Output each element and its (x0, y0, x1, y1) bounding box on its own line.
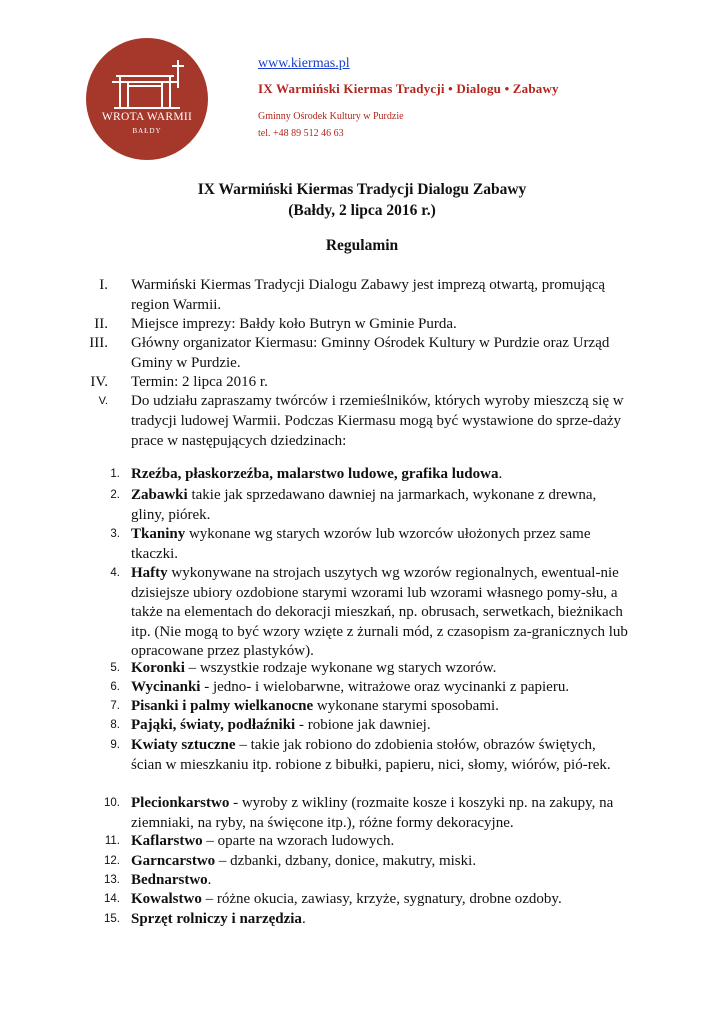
list-item (90, 871, 630, 891)
item-category: Pisanki i palmy wielkanocne (131, 698, 314, 714)
roman-item (78, 333, 628, 373)
roman-item (78, 391, 628, 451)
roman-text: Główny organizator Kiermasu: Gminny Ośrodek Kultury w Purdzie oraz Urząd Gminy w Purdzie. (131, 335, 610, 371)
item-number: 7. (110, 700, 120, 712)
item-number: 5. (110, 662, 120, 674)
document-subtitle: (Bałdy, 2 lipca 2016 r.) (288, 202, 436, 219)
item-description: . (301, 911, 306, 927)
item-number: 9. (110, 739, 120, 751)
item-description: – różne okucia, zawiasy, krzyże, sygnatury, drobne ozdoby. (201, 891, 562, 907)
item-description: . (207, 872, 212, 888)
list-item (90, 678, 630, 698)
item-description: . (498, 466, 503, 482)
roman-number: IV. (90, 374, 108, 390)
item-number: 4. (110, 567, 120, 579)
list-item (90, 736, 630, 775)
roman-item (78, 275, 628, 315)
organizer-name: Gminny Ośrodek Kultury w Purdzie (258, 111, 404, 122)
roman-number: I. (99, 277, 108, 293)
item-category: Garncarstwo (131, 853, 216, 869)
gate-icon (108, 58, 186, 110)
item-category: Koronki (131, 660, 185, 676)
item-category: Zabawki (131, 487, 188, 503)
item-number: 13. (104, 874, 120, 886)
roman-item (78, 372, 628, 392)
roman-number: III. (89, 335, 108, 351)
list-item (90, 852, 630, 872)
item-description: wykonywane na strojach uszytych wg wzorów regionalnych, ewentual-nie dzisiejsze ubiory ozdobione starymi wzorami lub wzorami własnego pomy-słu, a także na elementach do dekoracji mieszkań, np. obrusach, serwetkach, bieżnikach itp. (Nie mogą to być wzory wzięte z żurnali mód, z czasopism za-granicznych lub opracowane przez plastyków). (131, 565, 628, 659)
item-category: Kwiaty sztuczne (131, 737, 236, 753)
item-number: 3. (110, 528, 120, 540)
list-item (90, 794, 630, 833)
roman-text: Miejsce imprezy: Bałdy koło Butryn w Gminie Purda. (131, 316, 457, 332)
item-description: – takie jak robiono do zdobienia stołów, obrazów świętych, ścian w mieszkaniu itp. robione z bibułki, papieru, nici, słomy, wiórów, pió-rek. (131, 737, 611, 773)
document-title: IX Warmiński Kiermas Tradycji Dialogu Zabawy (197, 181, 527, 198)
item-description: - robione jak dawniej. (295, 717, 431, 733)
list-item (90, 890, 630, 910)
phone-number: tel. +48 89 512 46 63 (258, 128, 344, 139)
item-description: wykonane starymi sposobami. (313, 698, 499, 714)
roman-number: II. (94, 316, 108, 332)
item-category: Pająki, światy, podłaźniki (131, 717, 296, 733)
item-description: takie jak sprzedawano dawniej na jarmarkach, wykonane z drewna, gliny, piórek. (131, 487, 597, 523)
item-description: - wyroby z wikliny (rozmaite kosze i koszyki np. na zakupy, na ziemniaki, na ryby, na święcone itp.), różne formy dekoracyjne. (131, 795, 614, 831)
roman-text: Warmiński Kiermas Tradycji Dialogu Zabawy jest imprezą otwartą, promującą region Warmii. (131, 277, 606, 313)
list-item (90, 564, 630, 662)
item-number: 12. (104, 855, 120, 867)
roman-item (78, 314, 628, 334)
item-category: Tkaniny (131, 526, 186, 542)
item-description: wykonane wg starych wzorów lub wzorców ułożonych przez same tkaczki. (131, 526, 591, 562)
item-category: Kaflarstwo (131, 833, 203, 849)
item-category: Wycinanki (131, 679, 201, 695)
roman-text: Termin: 2 lipca 2016 r. (131, 374, 268, 390)
list-item (90, 525, 630, 564)
list-item (90, 659, 630, 679)
item-number: 8. (110, 719, 120, 731)
item-number: 14. (104, 893, 120, 905)
item-number: 2. (110, 489, 120, 501)
item-category: Rzeźba, płaskorzeźba, malarstwo ludowe, grafika ludowa (131, 466, 499, 482)
list-item (90, 486, 630, 525)
item-description: - jedno- i wielobarwne, witrażowe oraz wycinanki z papieru. (200, 679, 570, 695)
event-name: IX Warmiński Kiermas Tradycji • Dialogu • Zabawy (258, 81, 559, 96)
list-item (90, 716, 630, 736)
list-item (90, 465, 630, 485)
logo-title: WROTA WARMII (101, 111, 193, 123)
item-category: Plecionkarstwo (131, 795, 230, 811)
item-description: – dzbanki, dzbany, donice, makutry, miski. (215, 853, 477, 869)
item-description: – oparte na wzorach ludowych. (202, 833, 395, 849)
item-category: Kowalstwo (131, 891, 202, 907)
item-description: – wszystkie rodzaje wykonane wg starych wzorów. (184, 660, 497, 676)
website-link[interactable]: www.kiermas.pl (258, 56, 350, 71)
roman-text: Do udziału zapraszamy twórców i rzemieślników, których wyroby mieszczą się w tradycji ludowej Warmii. Podczas Kiermasu mogą być wystawione do sprze-daży prace w następujących dziedzinach: (131, 393, 624, 449)
item-category: Bednarstwo (131, 872, 208, 888)
item-number: 6. (110, 681, 120, 693)
item-category: Hafty (131, 565, 168, 581)
list-item (90, 910, 630, 930)
logo-subtitle: BAŁDY (132, 127, 162, 135)
logo-badge (86, 38, 208, 160)
item-number: 10. (104, 797, 120, 809)
document-heading: Regulamin (325, 237, 399, 254)
item-number: 11. (104, 835, 120, 847)
item-number: 1. (110, 468, 120, 480)
item-number: 15. (104, 913, 120, 925)
list-item (90, 832, 630, 852)
list-item (90, 697, 630, 717)
item-category: Sprzęt rolniczy i narzędzia (131, 911, 302, 927)
roman-number: V. (98, 395, 108, 407)
